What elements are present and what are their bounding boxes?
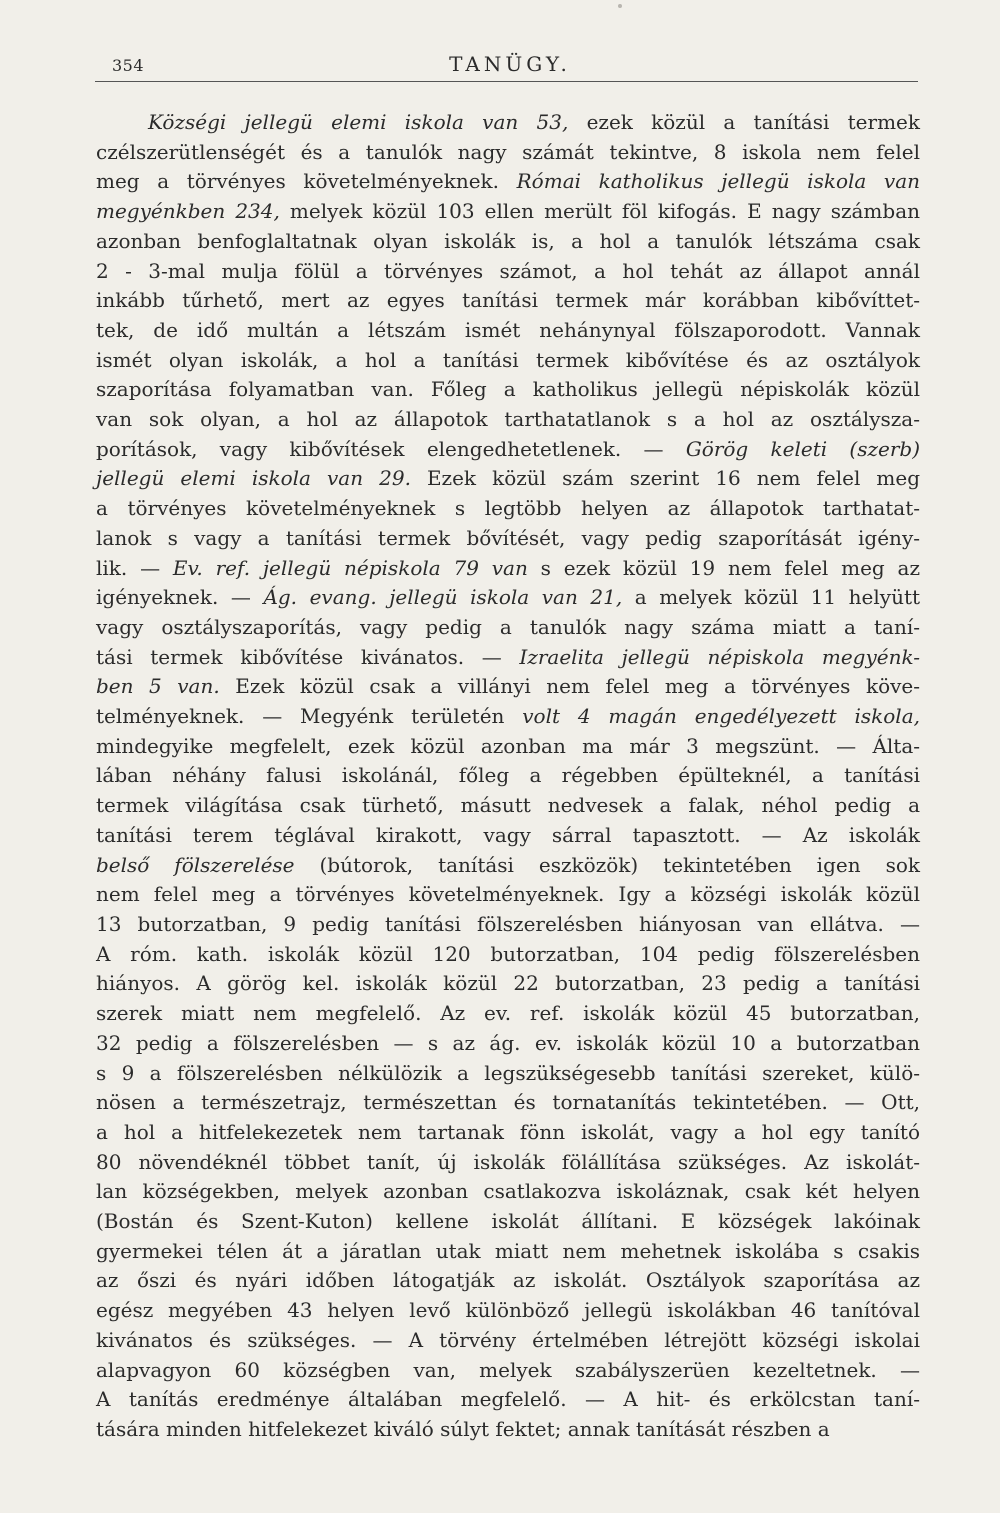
- text-line: [96, 346, 920, 376]
- text-line: [96, 880, 920, 910]
- text-run: czélszerütlenségét és a tanulók nagy számát tekintve, 8 iskola nem felel: [96, 139, 920, 164]
- text-line: [96, 969, 920, 999]
- text-line: [96, 375, 920, 405]
- text-run: a törvényes követelményeknek s legtöbb helyen az állapotok tarthatat-: [96, 496, 920, 521]
- text-run: van sok olyan, a hol az állapotok tarthatatlanok s a hol az osztálysza-: [96, 407, 920, 432]
- text-run: porítások, vagy kibővítések elengedhetetlenek. —: [96, 436, 686, 461]
- text-run: lan községekben, melyek azonban csatlakozva iskoláznak, csak két helyen: [96, 1179, 920, 1204]
- text-run: a hol a hitfelekezetek nem tartanak fönn iskolát, vagy a hol egy tanító: [96, 1119, 920, 1144]
- text-run: (Bostán és Szent-Kuton) kellene iskolát állítani. E községek lakóinak: [96, 1209, 920, 1234]
- text-line: [96, 1237, 920, 1267]
- text-run: a melyek közül 11 helyütt: [622, 585, 921, 610]
- text-line: [96, 1266, 920, 1296]
- text-line: [96, 1326, 920, 1356]
- text-line: [96, 851, 920, 881]
- text-run: igényeknek. —: [96, 585, 264, 610]
- text-run: lik. —: [96, 555, 173, 580]
- text-run: s 9 a fölszerelésben nélkülözik a legszükségesebb tanítási szereket, külö-: [96, 1060, 920, 1085]
- text-line: [96, 643, 920, 673]
- text-run: ismét olyan iskolák, a hol a tanítási termek kibővítése és az osztályok: [96, 347, 920, 372]
- text-run: Ezek közül csak a villányi nem felel meg a törvényes köve-: [219, 674, 920, 699]
- text-run: lában néhány falusi iskolánál, főleg a régebben épülteknél, a tanítási: [96, 763, 920, 788]
- text-line: [96, 761, 920, 791]
- text-run: egész megyében 43 helyen levő különböző jellegü iskolákban 46 tanítóval: [96, 1298, 920, 1323]
- text-line: [96, 257, 920, 287]
- text-run: ezek közül a tanítási termek: [568, 110, 920, 134]
- text-line: [96, 791, 920, 821]
- italic-text: belső fölszerelése: [96, 852, 295, 877]
- text-run: melyek közül 103 ellen merült föl kifogás. E nagy számban: [279, 199, 920, 224]
- text-run: tanítási terem téglával kirakott, vagy sárral tapasztott. — Az iskolák: [96, 822, 920, 847]
- italic-text: jellegü elemi iskola van 29.: [96, 466, 411, 491]
- text-line: [96, 1088, 920, 1118]
- page-number: 354: [112, 56, 145, 75]
- text-run: alapvagyon 60 községben van, melyek szabályszerüen kezeltetnek. —: [96, 1357, 920, 1382]
- italic-text: megyénkben 234,: [96, 199, 280, 224]
- text-run: (bútorok, tanítási eszközök) tekintetében igen sok: [294, 852, 920, 877]
- italic-text: Görög keleti (szerb): [685, 436, 920, 461]
- text-line: [96, 1148, 920, 1178]
- text-run: termek világítása csak türhető, másutt nedvesek a falak, néhol pedig a: [96, 793, 920, 818]
- text-line: [96, 940, 920, 970]
- text-line: [96, 613, 920, 643]
- text-line: [96, 821, 920, 851]
- text-line: [96, 1059, 920, 1089]
- text-line: [96, 524, 920, 554]
- text-line: [96, 1415, 920, 1445]
- text-line: [96, 732, 920, 762]
- text-line: [96, 583, 920, 613]
- text-line: [96, 1356, 920, 1386]
- text-line: [96, 672, 920, 702]
- text-line: [96, 464, 920, 494]
- italic-text: Községi jellegü elemi iskola van 53,: [148, 110, 569, 134]
- text-line: [96, 1207, 920, 1237]
- text-line: [96, 910, 920, 940]
- text-line: [96, 167, 920, 197]
- text-run: tási termek kibővítése kivánatos. —: [96, 644, 520, 669]
- italic-text: Római katholikus jellegü iskola van: [516, 169, 921, 194]
- text-run: inkább tűrhető, mert az egyes tanítási termek már korábban kibővíttet-: [96, 288, 920, 313]
- text-line: [96, 999, 920, 1029]
- text-run: nem felel meg a törvényes követelményeknek. Igy a községi iskolák közül: [96, 882, 920, 907]
- text-run: nösen a természetrajz, természettan és tornatanítás tekintetében. — Ott,: [96, 1090, 920, 1115]
- text-run: A róm. kath. iskolák közül 120 butorzatban, 104 pedig fölszerelésben: [96, 941, 920, 966]
- italic-text: ben 5 van.: [96, 674, 220, 699]
- italic-text: Ev. ref. jellegü népiskola 79 van: [172, 555, 528, 580]
- text-line: [96, 138, 920, 168]
- text-run: meg a törvényes követelményeknek.: [96, 169, 517, 194]
- text-run: mindegyike megfelelt, ezek közül azonban ma már 3 megszünt. — Álta-: [96, 733, 920, 758]
- text-run: 32 pedig a fölszerelésben — s az ág. ev. iskolák közül 10 a butorzatban: [96, 1030, 920, 1055]
- text-line: [96, 1296, 920, 1326]
- text-run: szerek miatt nem megfelelő. Az ev. ref. iskolák közül 45 butorzatban,: [96, 1001, 920, 1026]
- text-run: 2 - 3-mal mulja fölül a törvényes számot, a hol tehát az állapot annál: [96, 258, 920, 283]
- text-line: [96, 197, 920, 227]
- italic-text: Izraelita jellegü népiskola megyénk-: [519, 644, 920, 669]
- text-line: [96, 702, 920, 732]
- text-run: telményeknek. — Megyénk területén: [96, 704, 523, 729]
- text-line: [96, 227, 920, 257]
- text-line: [96, 286, 920, 316]
- text-run: az őszi és nyári időben látogatják az iskolát. Osztályok szaporítása az: [96, 1268, 920, 1293]
- text-line: [96, 435, 920, 465]
- italic-text: Ág. evang. jellegü iskola van 21,: [263, 585, 623, 610]
- text-run: vagy osztályszaporítás, vagy pedig a tanulók nagy száma miatt a taní-: [96, 614, 920, 639]
- text-run: lanok s vagy a tanítási termek bővítését, vagy pedig szaporítását igény-: [96, 525, 920, 550]
- text-line: [96, 1177, 920, 1207]
- text-run: kivánatos és szükséges. — A törvény értelmében létrejött községi iskolai: [96, 1327, 920, 1352]
- text-run: s ezek közül 19 nem felel meg az: [527, 555, 920, 580]
- text-run: tek, de idő multán a létszám ismét nehánynyal fölszaporodott. Vannak: [96, 317, 920, 342]
- paper-speck: [618, 4, 622, 8]
- running-title: TANÜGY.: [449, 52, 571, 76]
- text-line: [96, 405, 920, 435]
- header-rule: [95, 81, 918, 82]
- italic-text: volt 4 magán engedélyezett iskola,: [522, 704, 920, 729]
- text-run: A tanítás eredménye általában megfelelő. — A hit- és erkölcstan taní-: [96, 1387, 920, 1412]
- text-line: [96, 1385, 920, 1415]
- page-header: [95, 52, 925, 80]
- body-paragraph: [96, 108, 920, 1445]
- text-run: tására minden hitfelekezet kiváló súlyt fektet; annak tanítását részben a: [96, 1416, 830, 1441]
- text-run: 13 butorzatban, 9 pedig tanítási fölszerelésben hiányosan van ellátva. —: [96, 911, 920, 936]
- text-run: hiányos. A görög kel. iskolák közül 22 butorzatban, 23 pedig a tanítási: [96, 971, 920, 996]
- text-line: [96, 1118, 920, 1148]
- text-line: [96, 494, 920, 524]
- text-line: [96, 316, 920, 346]
- text-line: [96, 108, 920, 138]
- text-run: Ezek közül szám szerint 16 nem felel meg: [410, 466, 920, 491]
- text-line: [96, 1029, 920, 1059]
- text-line: [96, 554, 920, 584]
- text-run: 80 növendéknél többet tanít, új iskolák fölállítása szükséges. Az iskolát-: [96, 1149, 920, 1174]
- text-run: azonban benfoglaltatnak olyan iskolák is, a hol a tanulók létszáma csak: [96, 228, 920, 253]
- text-run: szaporítása folyamatban van. Főleg a katholikus jellegü népiskolák közül: [96, 377, 920, 402]
- text-run: gyermekei télen át a járatlan utak miatt nem mehetnek iskolába s csakis: [96, 1238, 920, 1263]
